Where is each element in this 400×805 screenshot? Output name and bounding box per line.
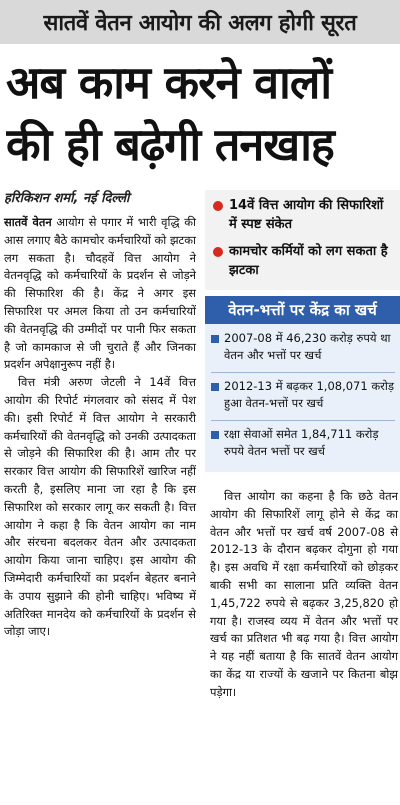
paragraph-2: वित्त मंत्री अरुण जेटली ने 14वें वित्त आयोग की रिपोर्ट मंगलवार को संसद में पेश की। इसी रिपोर्ट में वित्त आयोग ने सरकारी कर्मचारियों की वेतनवृद्धि को उनकी उत्पादकता से जोड़ने की सिफारिश की है। आम तौर पर सरकार वित्त आयोग की सिफारिशें खारिज नहीं करती है, इसलिए माना जा रहा है कि इस सिफारिश को सरकार लागू कर सकती है। वित्त आयोग ने कहा है कि वेतन आयोग का नाम और संरचना बदलकर वेतन और उत्पादकता आयोग किया जाना चाहिए। इस आयोग की जिम्मेदारी कर्मचारियों का प्रदर्शन बेहतर बनाने के उपाय सुझाने की होनी चाहिए। भविष्य में अतिरिक्त मानदेय को कर्मचारियों के प्रदर्शन से जोड़ा जाए। (4, 375, 196, 639)
square-bullet-icon (211, 335, 219, 343)
spending-item (211, 330, 397, 364)
headline-line-2: की ही बढ़ेगी तनखाह (6, 118, 334, 171)
highlights-panel (205, 190, 400, 290)
spending-item (211, 378, 397, 412)
spending-item-text: 2012-13 में बढ़कर 1,08,071 करोड़ हुआ वेतन-भत्तों पर खर्च (224, 379, 395, 410)
highlight-text: कामचोर कर्मियों को लग सकता है झटका (229, 244, 388, 278)
bullet-dot-icon (213, 247, 223, 257)
headline (6, 52, 398, 176)
highlight-text: 14वें वित्त आयोग की सिफारिशों में स्पष्ट संकेत (229, 198, 384, 232)
divider (211, 420, 395, 421)
kicker-banner (0, 0, 400, 44)
kicker-text: सातवें वेतन आयोग की अलग होगी सूरत (43, 11, 357, 36)
paragraph-1 (4, 214, 196, 374)
spending-item-text: 2007-08 में 46,230 करोड़ रुपये था वेतन और भत्तों पर खर्च (224, 331, 391, 362)
highlight-item (213, 242, 395, 280)
article-column-left (4, 214, 196, 641)
paragraph-3: वित्त आयोग का कहना है कि छठे वेतन आयोग की सिफारिशें लागू होने से केंद्र का वेतन और भत्तों पर खर्च वर्ष 2007-08 से 2012-13 के दौरान बढ़कर दोगुना हो गया है। इस अवधि में रक्षा कर्मचारियों को छोड़कर बाकी सभी का सालाना प्रति व्यक्ति वेतन 1,45,722 रुपये से बढ़कर 3,25,820 हो गया है। राजस्व व्यय में वेतन और भत्तों पर खर्च का प्रतिशत भी बढ़ गया है। वित्त आयोग ने यह नहीं बताया है कि सातवें वेतन आयोग का केंद्र या राज्यों के खजाने पर कितना बोझ पड़ेगा। (210, 489, 398, 699)
divider (211, 372, 395, 373)
highlight-item (213, 196, 395, 234)
lead-bold: सातवें वेतन (4, 215, 52, 229)
spending-item-text: रक्षा सेवाओं समेत 1,84,711 करोड़ रुपये वेतन भत्तों पर खर्च (224, 427, 379, 458)
article-column-right (210, 488, 398, 702)
byline: हरिकिशन शर्मा, नई दिल्ली (4, 191, 130, 206)
spending-box-title: वेतन-भत्तों पर केंद्र का खर्च (205, 296, 400, 324)
spending-box (205, 296, 400, 472)
spending-item (211, 426, 397, 460)
headline-line-1: अब काम करने वालों (6, 56, 331, 109)
paragraph-1-text: आयोग से पगार में भारी वृद्धि की आस लगाए बैठे कामचोर कर्मचारियों को झटका लग सकता है। चौदहवें वित्त आयोग ने वेतनवृद्धि को कर्मचारियों के प्रदर्शन से जोड़ने की सिफारिश की है। केंद्र ने अगर इस सिफारिश पर अमल किया तो उन कर्मचारियों की वेतनवृद्धि की उम्मीदों पर पानी फिर सकता है जो कामकाज से जी चुराते हैं और जिनका प्रदर्शन अपेक्षानुरूप नहीं है। (4, 215, 196, 372)
square-bullet-icon (211, 431, 219, 439)
bullet-dot-icon (213, 201, 223, 211)
square-bullet-icon (211, 383, 219, 391)
